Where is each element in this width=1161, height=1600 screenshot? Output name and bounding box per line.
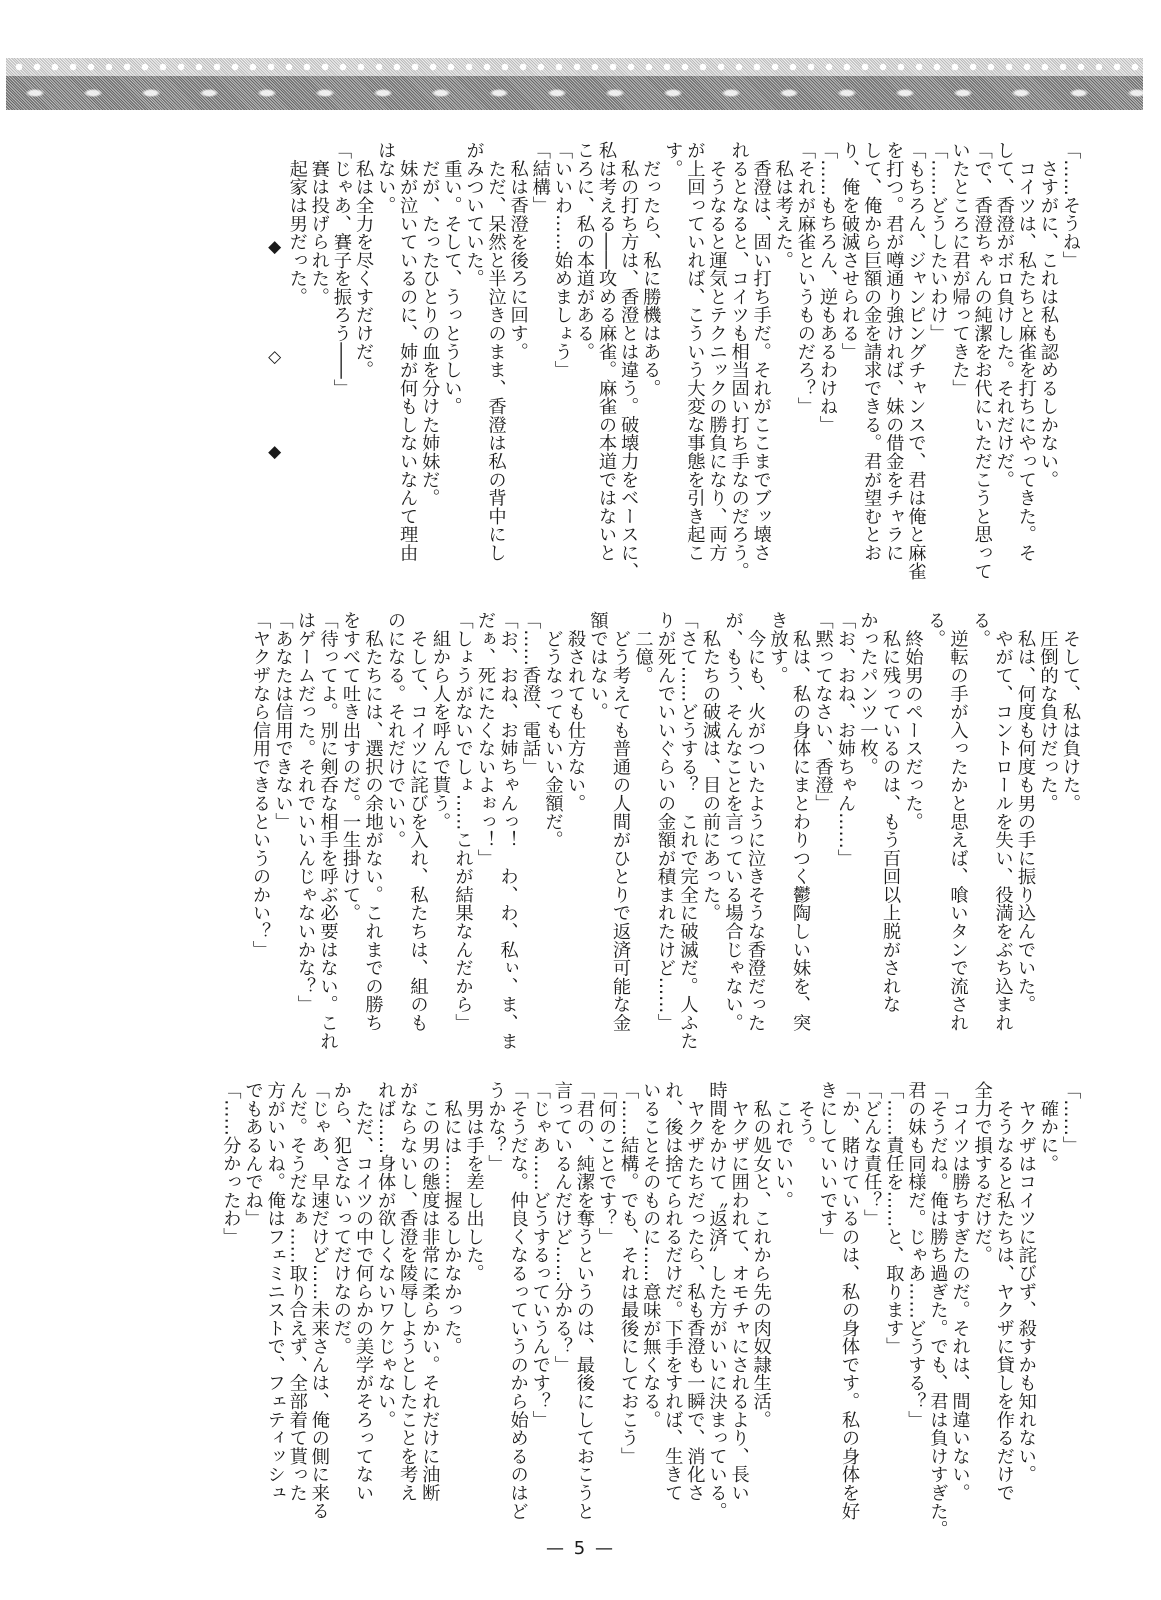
text-column: 「君の、純潔を奪うというのは、最後にしておこうと: [573, 1081, 595, 1520]
text-column: 額ではない。: [587, 611, 609, 721]
page-number: — 5 —: [546, 1538, 615, 1559]
text-column: だったら、私に勝機はある。: [640, 141, 662, 398]
text-column: 私は考える――攻める麻雀。麻雀の本道ではないと: [596, 141, 618, 562]
text-column: がみついていた。: [463, 141, 485, 288]
text-column: どうなってもいい金額だ。: [542, 611, 564, 849]
text-column: 「……責任を……と、取ります」: [883, 1081, 905, 1356]
text-column: れ、後は捨てられるだけだ。下手をすれば、生きて: [662, 1081, 684, 1502]
text-column: 私は香澄を後ろに回す。: [507, 141, 529, 361]
text-column: 私は考えた。: [772, 141, 794, 270]
section-break-ornaments: [264, 141, 286, 601]
text-column: 終始男のペースだった。: [902, 611, 924, 831]
text-column: りが死んでいいぐらいの金額が積まれたけど……」: [655, 611, 676, 1032]
decorative-header-band: [6, 58, 1143, 110]
text-column: 今にも、火がついたように泣きそうな香澄だった: [745, 611, 766, 1032]
text-column: 「……」: [1060, 1081, 1081, 1155]
text-column: でもあるんでね」: [242, 1081, 264, 1228]
text-column: 「何のことです？」: [596, 1081, 618, 1246]
text-column: 全力で損するだけだ。: [971, 1081, 993, 1264]
text-column: 「もちろん、ジャンピングチャンスで、君は俺と麻雀: [905, 141, 927, 580]
text-column: きにしていいです」: [816, 1081, 838, 1246]
text-column: が上回っていれば、こういう大変な事態を引き起こ: [684, 141, 706, 562]
text-tier-3: [219, 1081, 1081, 1551]
text-column: して、香澄がボロ負けした。それだけだ。: [993, 141, 1015, 489]
text-column: ヤクザたちだったら、私も香澄も一瞬で、消化さ: [684, 1081, 706, 1502]
text-column: 二億。: [632, 611, 654, 685]
text-column: 「……どうしたいわけ」: [927, 141, 949, 343]
header-band-pattern: [6, 76, 1143, 110]
text-column: 「じゃあ、賽子を振ろう――」: [330, 141, 352, 398]
filled-diamond-icon: ◆: [268, 442, 282, 462]
text-column: を打つ。君が噂通り強ければ、妹の借金をチャラに: [883, 141, 905, 562]
text-column: 方がいいね。俺はフェミニストで、フェティッシュ: [264, 1081, 286, 1502]
text-column: 「いいわ……始めましょう」: [551, 141, 573, 379]
text-column: がならないし、香澄を陵辱しようとしたことを考え: [397, 1081, 419, 1502]
text-column: そうなると私たちは、ヤクザに貸しを作るだけで: [993, 1081, 1015, 1502]
text-column: 君の妹も同様だ。じゃあ……どうする？」: [905, 1081, 927, 1429]
text-column: 言っているんだけど……分かる？」: [551, 1081, 573, 1374]
text-column: 圧倒的な負けだった。: [1037, 611, 1059, 813]
text-column: 「それが麻雀というものだろ？」: [794, 141, 816, 416]
text-column: 私の処女と、これから先の肉奴隷生活。: [750, 1081, 772, 1429]
text-column: 「じゃあ……どうするっていうんです？」: [529, 1081, 551, 1429]
text-column: 逆転の手が入ったかと思えば、喰いタンで流され: [947, 611, 969, 1032]
text-column: いることそのものに……意味が無くなる。: [640, 1081, 662, 1429]
text-column: はゲームだった。それでいいんじゃないかな？」: [295, 611, 316, 1014]
text-column: 私の打ち方は、香澄とは違う。破壊力をベースに、: [618, 141, 640, 580]
text-column: 「そうだね。俺は勝ち過ぎた。でも、君は負けすぎた。: [927, 1081, 949, 1539]
text-column: が、もう、そんなことを言っている場合じゃない。: [722, 611, 744, 1032]
text-column: 「か、賭けているのは、私の身体です。私の身体を好: [839, 1081, 861, 1520]
text-column: んだ。そうだなぁ……取り合えず、全部着て貰った: [286, 1081, 308, 1502]
text-column: 「結構」: [529, 141, 551, 215]
text-column: ヤクザはコイツに詫びず、殺すかも知れない。: [1015, 1081, 1037, 1484]
text-column: れば……身体が欲しくないワケじゃない。: [375, 1081, 397, 1429]
text-column: 「じゃあ、早速だけど……未来さんは、俺の側に来る: [308, 1081, 330, 1520]
text-column: り、俺を破滅させられる」: [839, 141, 861, 361]
text-column: ただ、コイツの中で何らかの美学がそろってない: [353, 1081, 374, 1502]
text-column: 起家は男だった。: [286, 141, 308, 306]
text-column: そう。: [794, 1081, 816, 1155]
text-column: ただ、呆然と半泣きのまま、香澄は私の背中にし: [485, 141, 507, 562]
text-column: ヤクザに囲われて、オモチャにされるより、長い: [728, 1081, 750, 1502]
text-tier-1: [264, 141, 1081, 611]
text-column: 「お、おね、お姉ちゃんっ！ わ、わ、私ぃ、ま、ま: [497, 611, 519, 1050]
text-column: 「あなたは信用できない」: [272, 611, 294, 831]
text-column: をすべて吐き出すのだ。一生掛けて。: [340, 611, 361, 922]
text-column: 「で、香澄ちゃんの純潔をお代にいただこうと思って: [971, 141, 993, 580]
text-column: 「……香澄、電話」: [520, 611, 541, 776]
text-column: から、犯さないってだけなのだ。: [330, 1081, 352, 1356]
text-column: 私たちには、選択の余地がない。これまでの勝ち: [362, 611, 384, 1032]
text-column: これでいい。: [772, 1081, 794, 1210]
text-column: 「……分かったわ」: [220, 1081, 242, 1246]
text-column: す。: [662, 141, 684, 178]
header-band-dotted-strip: [6, 58, 1143, 76]
text-column: 殺されても仕方ない。: [565, 611, 586, 813]
text-column: のになる。それだけでいい。: [385, 611, 406, 849]
text-column: 賽は投げられた。: [308, 141, 330, 306]
text-column: どう考えても普通の人間がひとりで返済可能な金: [610, 611, 631, 1032]
text-column: 私は、私の身体にまとわりつく鬱陶しい妹を、突: [790, 611, 811, 1032]
text-tier-2: [249, 611, 1082, 1081]
text-column: 「さて……どうする？ これで完全に破滅だ。人ふた: [677, 611, 699, 1050]
text-column: そして、私は負けた。: [1060, 611, 1081, 813]
text-column: 「……そうね」: [1060, 141, 1081, 270]
text-column: 「……結構。でも、それは最後にしておこう」: [618, 1081, 640, 1466]
text-column: コイツは勝ちすぎたのだ。それは、間違いない。: [949, 1081, 971, 1502]
text-column: だぁ、死にたくないよぉっ！」: [475, 611, 496, 868]
text-column: 組から人を呼んで貰う。: [430, 611, 451, 831]
filled-diamond-icon: ◆: [268, 237, 282, 257]
text-column: して、俺から巨額の金を請求できる。君が望むとお: [861, 141, 883, 562]
text-column: 「……もちろん、逆もあるわけね」: [816, 141, 838, 434]
text-column: 私は全力を尽くすだけだ。: [353, 141, 374, 379]
text-column: 妹が泣いているのに、姉が何もしないなんて理由: [397, 141, 419, 562]
text-column: る。: [925, 611, 946, 648]
text-column: 私に残っているのは、もう百回以上脱がされな: [880, 611, 901, 1014]
text-column: 「そうだな。仲良くなるっていうのから始めるのはど: [507, 1081, 529, 1520]
text-column: そして、コイツに詫びを入れ、私たちは、組のも: [407, 611, 429, 1032]
text-column: そうなると運気とテクニックの勝負になり、両方: [706, 141, 728, 562]
text-column: コイツは、私たちと麻雀を打ちにやってきた。そ: [1015, 141, 1037, 562]
text-column: る。: [970, 611, 991, 648]
text-column: 私は、何度も何度も男の手に振り込んでいた。: [1015, 611, 1036, 1014]
text-column: 「黙ってなさい、香澄」: [812, 611, 834, 813]
text-column: 香澄は、固い打ち手だ。それがここまでブッ壊さ: [750, 141, 772, 562]
text-column: 「待ってよ。別に剣呑な相手を呼ぶ必要はない。これ: [317, 611, 339, 1050]
text-column: 私たちの破滅は、目の前にあった。: [700, 611, 721, 922]
text-column: き放す。: [767, 611, 789, 685]
hollow-diamond-icon: ◇: [268, 347, 282, 367]
text-column: 「お、おね、お姉ちゃん……」: [835, 611, 856, 868]
text-column: さすがに、これは私も認めるしかない。: [1037, 141, 1059, 489]
text-column: 私には……握るしかなかった。: [441, 1081, 463, 1356]
text-column: 男は手を差し出した。: [463, 1081, 485, 1283]
text-column: 「どんな責任？」: [861, 1081, 883, 1228]
text-column: いたところに君が帰ってきた」: [949, 141, 971, 398]
text-column: 時間をかけて〝返済〟した方がいいに決まっている。: [706, 1081, 728, 1520]
text-column: やがて、コントロールを失い、役満をぶち込まれ: [992, 611, 1014, 1032]
text-column: 重い。そして、うっとうしい。: [441, 141, 463, 416]
text-column: だが、たったひとりの血を分けた姉妹だ。: [419, 141, 441, 507]
text-column: かったパンツ一枚。: [857, 611, 879, 776]
text-column: この男の態度は非常に柔らかい。それだけに油断: [419, 1081, 441, 1502]
text-column: ころに、私の本道がある。: [573, 141, 595, 361]
text-column: れるとなると、コイツも相当固い打ち手なのだろう。: [728, 141, 750, 580]
text-column: はない。: [375, 141, 397, 215]
text-column: 確かに。: [1037, 1081, 1059, 1173]
text-column: 「しょうがないでしょ……これが結果なんだから」: [452, 611, 474, 1032]
text-column: うかな？」: [485, 1081, 507, 1173]
text-column: 「ヤクザなら信用できるというのかい？」: [250, 611, 271, 959]
